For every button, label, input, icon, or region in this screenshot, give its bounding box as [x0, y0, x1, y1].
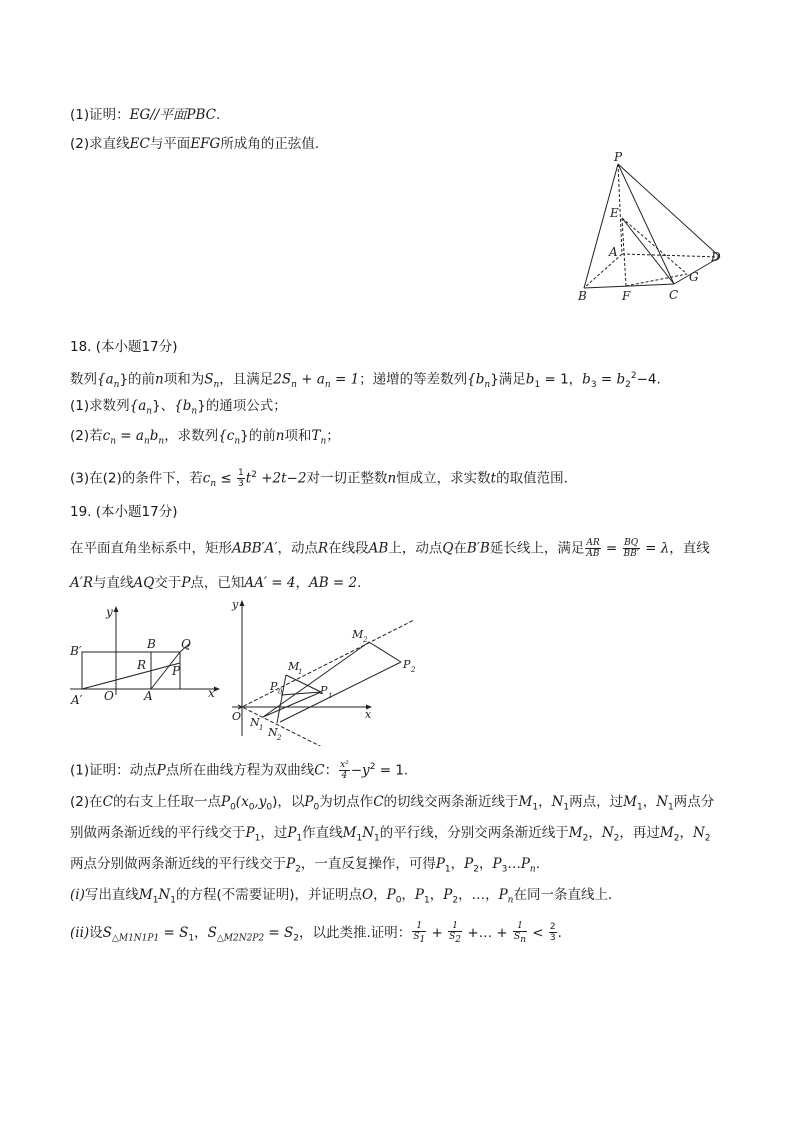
- q17-part1: (1)证明：EG//平面PBC.: [70, 107, 221, 123]
- svg-text:O: O: [232, 710, 242, 723]
- svg-text:1: 1: [298, 668, 303, 676]
- hyperbola-figure: [228, 596, 428, 746]
- q17-part2: (2)求直线EC与平面EFG所成角的正弦值．: [70, 136, 329, 152]
- svg-text:2: 2: [411, 666, 416, 674]
- label-G: G: [689, 270, 699, 284]
- q19-part2-line1: (2)在C的右支上任取一点$P_0(x_0,y_0)$，以$P_0$为切点作C的切线交两条渐近线于$M_1$，$N_1$两点，过$M_1$，$N_1$两点分: [70, 794, 715, 813]
- svg-text:A′: A′: [71, 693, 83, 707]
- q18-header: 18. (本小题17分): [70, 339, 178, 355]
- label-A: A: [609, 245, 618, 259]
- fraction-one-third: $\frac{1}{3}$: [238, 468, 244, 489]
- q19-part2-i: (i)写出直线$M_1N_1$的方程(不需要证明)，并证明点O，$P_0$，$P_1$，$P_2$，…，$P_n$在同一条直线上．: [70, 887, 622, 906]
- svg-text:M: M: [288, 660, 300, 673]
- svg-text:Q: Q: [181, 637, 191, 651]
- q19-header: 19. (本小题17分): [70, 504, 178, 520]
- svg-text:y: y: [106, 605, 113, 619]
- q18-part1: (1)求数列$\{a_n\}$、$\{b_n\}$的通项公式；: [70, 398, 287, 417]
- q19-part2-line3: 两点分别做两条渐近线的平行线交于$P_2$，一直反复操作，可得$P_1$，$P_2$，$P_3\dots P_n$.: [70, 856, 540, 875]
- svg-text:0: 0: [278, 688, 283, 696]
- rectangle-figure: [68, 600, 228, 710]
- q19-statement-1: 在平面直角坐标系中，矩形ABB′A′，动点R在线段AB上，动点Q在B′B延长线上，满足 $\frac{AR}{AB}$ = $\frac{BQ}{BB'}$ = λ，直线: [70, 538, 710, 559]
- svg-text:P: P: [172, 664, 181, 678]
- svg-text:x: x: [365, 708, 372, 721]
- svg-text:1: 1: [328, 692, 333, 700]
- label-E: E: [610, 206, 619, 220]
- svg-text:N: N: [250, 716, 260, 729]
- q19-part1: (1)证明：动点P点所在曲线方程为双曲线C： $\frac{\text{x²}}{4}$ $-y^2 = 1$.: [70, 760, 409, 781]
- q18-part2: (2)若$c_n = a_nb_n$，求数列$\{c_n\}$的前n项和$T_n$；: [70, 428, 340, 447]
- q18-part3: (3)在(2)的条件下，若$c_n$ ≤ $\frac{1}{3}$ $t^2 +2t-2$对一切正整数n恒成立，求实数t的取值范围．: [70, 468, 578, 490]
- svg-text:P: P: [403, 658, 411, 671]
- label-F: F: [622, 289, 631, 303]
- svg-text:P: P: [270, 680, 278, 693]
- label-P: P: [614, 150, 623, 164]
- q18-statement: 数列$\{a_n\}$的前n项和为$S_n$，且满足$2S_n + a_n = 1$；递增的等差数列$\{b_n\}$满足$b_1 = 1$，$b_3 = b_2^2-4$.: [70, 371, 661, 391]
- label-C: C: [669, 288, 679, 302]
- q19-statement-2: A′R与直线AQ交于P点，已知AA′ = 4，AB = 2.: [70, 575, 362, 591]
- svg-text:2: 2: [363, 636, 368, 644]
- label-D: D: [711, 250, 721, 264]
- svg-text:x: x: [208, 686, 215, 700]
- svg-text:1: 1: [259, 724, 264, 732]
- svg-text:B′: B′: [70, 644, 82, 658]
- label-B: B: [578, 289, 587, 303]
- svg-text:B: B: [147, 637, 156, 651]
- svg-text:M: M: [352, 628, 364, 641]
- svg-text:y: y: [232, 598, 239, 611]
- pyramid-figure: [570, 150, 730, 305]
- svg-text:2: 2: [277, 734, 282, 742]
- svg-text:R: R: [137, 658, 147, 672]
- svg-text:O: O: [104, 689, 114, 703]
- q19-part2-line2: 别做两条渐近线的平行线交于$P_1$，过$P_1$作直线$M_1N_1$的平行线，分别交两条渐近线于$M_2$，$N_2$，再过$M_2$，$N_2$: [70, 825, 711, 844]
- svg-text:N: N: [268, 726, 278, 739]
- svg-text:A: A: [144, 689, 153, 703]
- svg-text:P: P: [320, 684, 328, 697]
- q19-part2-ii: (ii)设$S_{\triangle M1N1P1} = S_1$，$S_{\triangle M2N2P2} = S_2$，以此类推.证明： $\frac{1}{S_1}$ + $\frac{1}{S_2}$ +… + $\frac{1}{S_n}$ < $\frac{2}{3}$ .: [70, 921, 562, 945]
